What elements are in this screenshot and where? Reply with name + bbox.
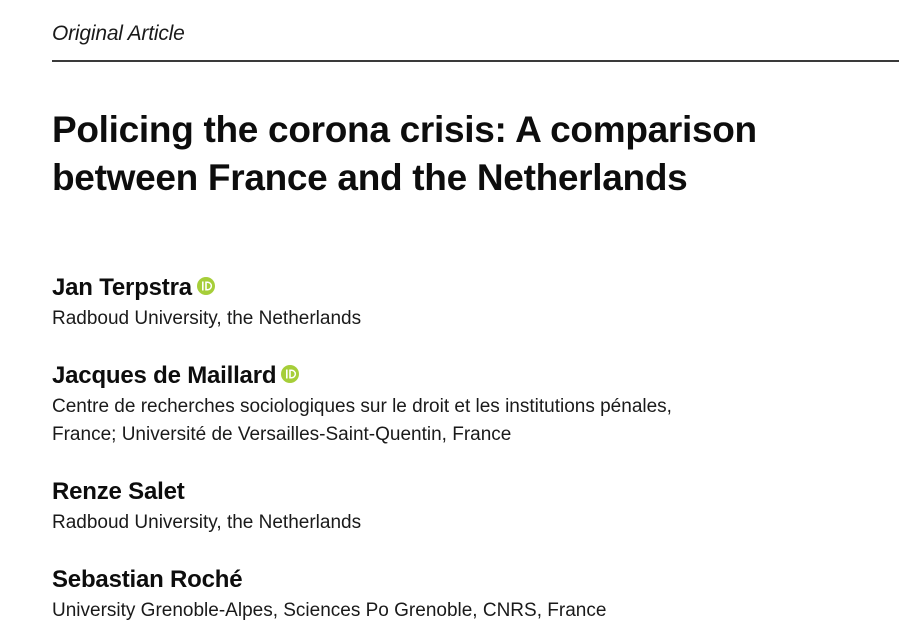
header-rule-divider xyxy=(52,60,899,62)
affiliation-line: University Grenoble-Alpes, Sciences Po Grenoble, CNRS, France xyxy=(52,600,607,621)
author-block xyxy=(52,361,852,449)
affiliation-line: Centre de recherches sociologiques sur le droit et les institutions pénales, xyxy=(52,396,672,417)
author-affiliation xyxy=(52,597,852,625)
orcid-icon[interactable] xyxy=(197,277,215,295)
author-block xyxy=(52,273,852,333)
article-title: Policing the corona crisis: A comparison between France and the Netherlands xyxy=(52,109,757,198)
author-affiliation xyxy=(52,393,852,449)
author-name: Sebastian Roché xyxy=(52,566,243,593)
affiliation-line: Radboud University, the Netherlands xyxy=(52,512,362,533)
author-block xyxy=(52,565,852,625)
affiliation-line: Radboud University, the Netherlands xyxy=(52,308,362,329)
affiliation-line: France; Université de Versailles-Saint-Quentin, France xyxy=(52,424,512,445)
section-label: Original Article xyxy=(52,22,185,45)
author-affiliation xyxy=(52,305,852,333)
author-affiliation xyxy=(52,509,852,537)
author-name: Jacques de Maillard xyxy=(52,362,277,389)
orcid-icon[interactable] xyxy=(281,365,299,383)
author-name: Jan Terpstra xyxy=(52,274,192,301)
author-name: Renze Salet xyxy=(52,478,185,505)
author-block xyxy=(52,477,852,537)
